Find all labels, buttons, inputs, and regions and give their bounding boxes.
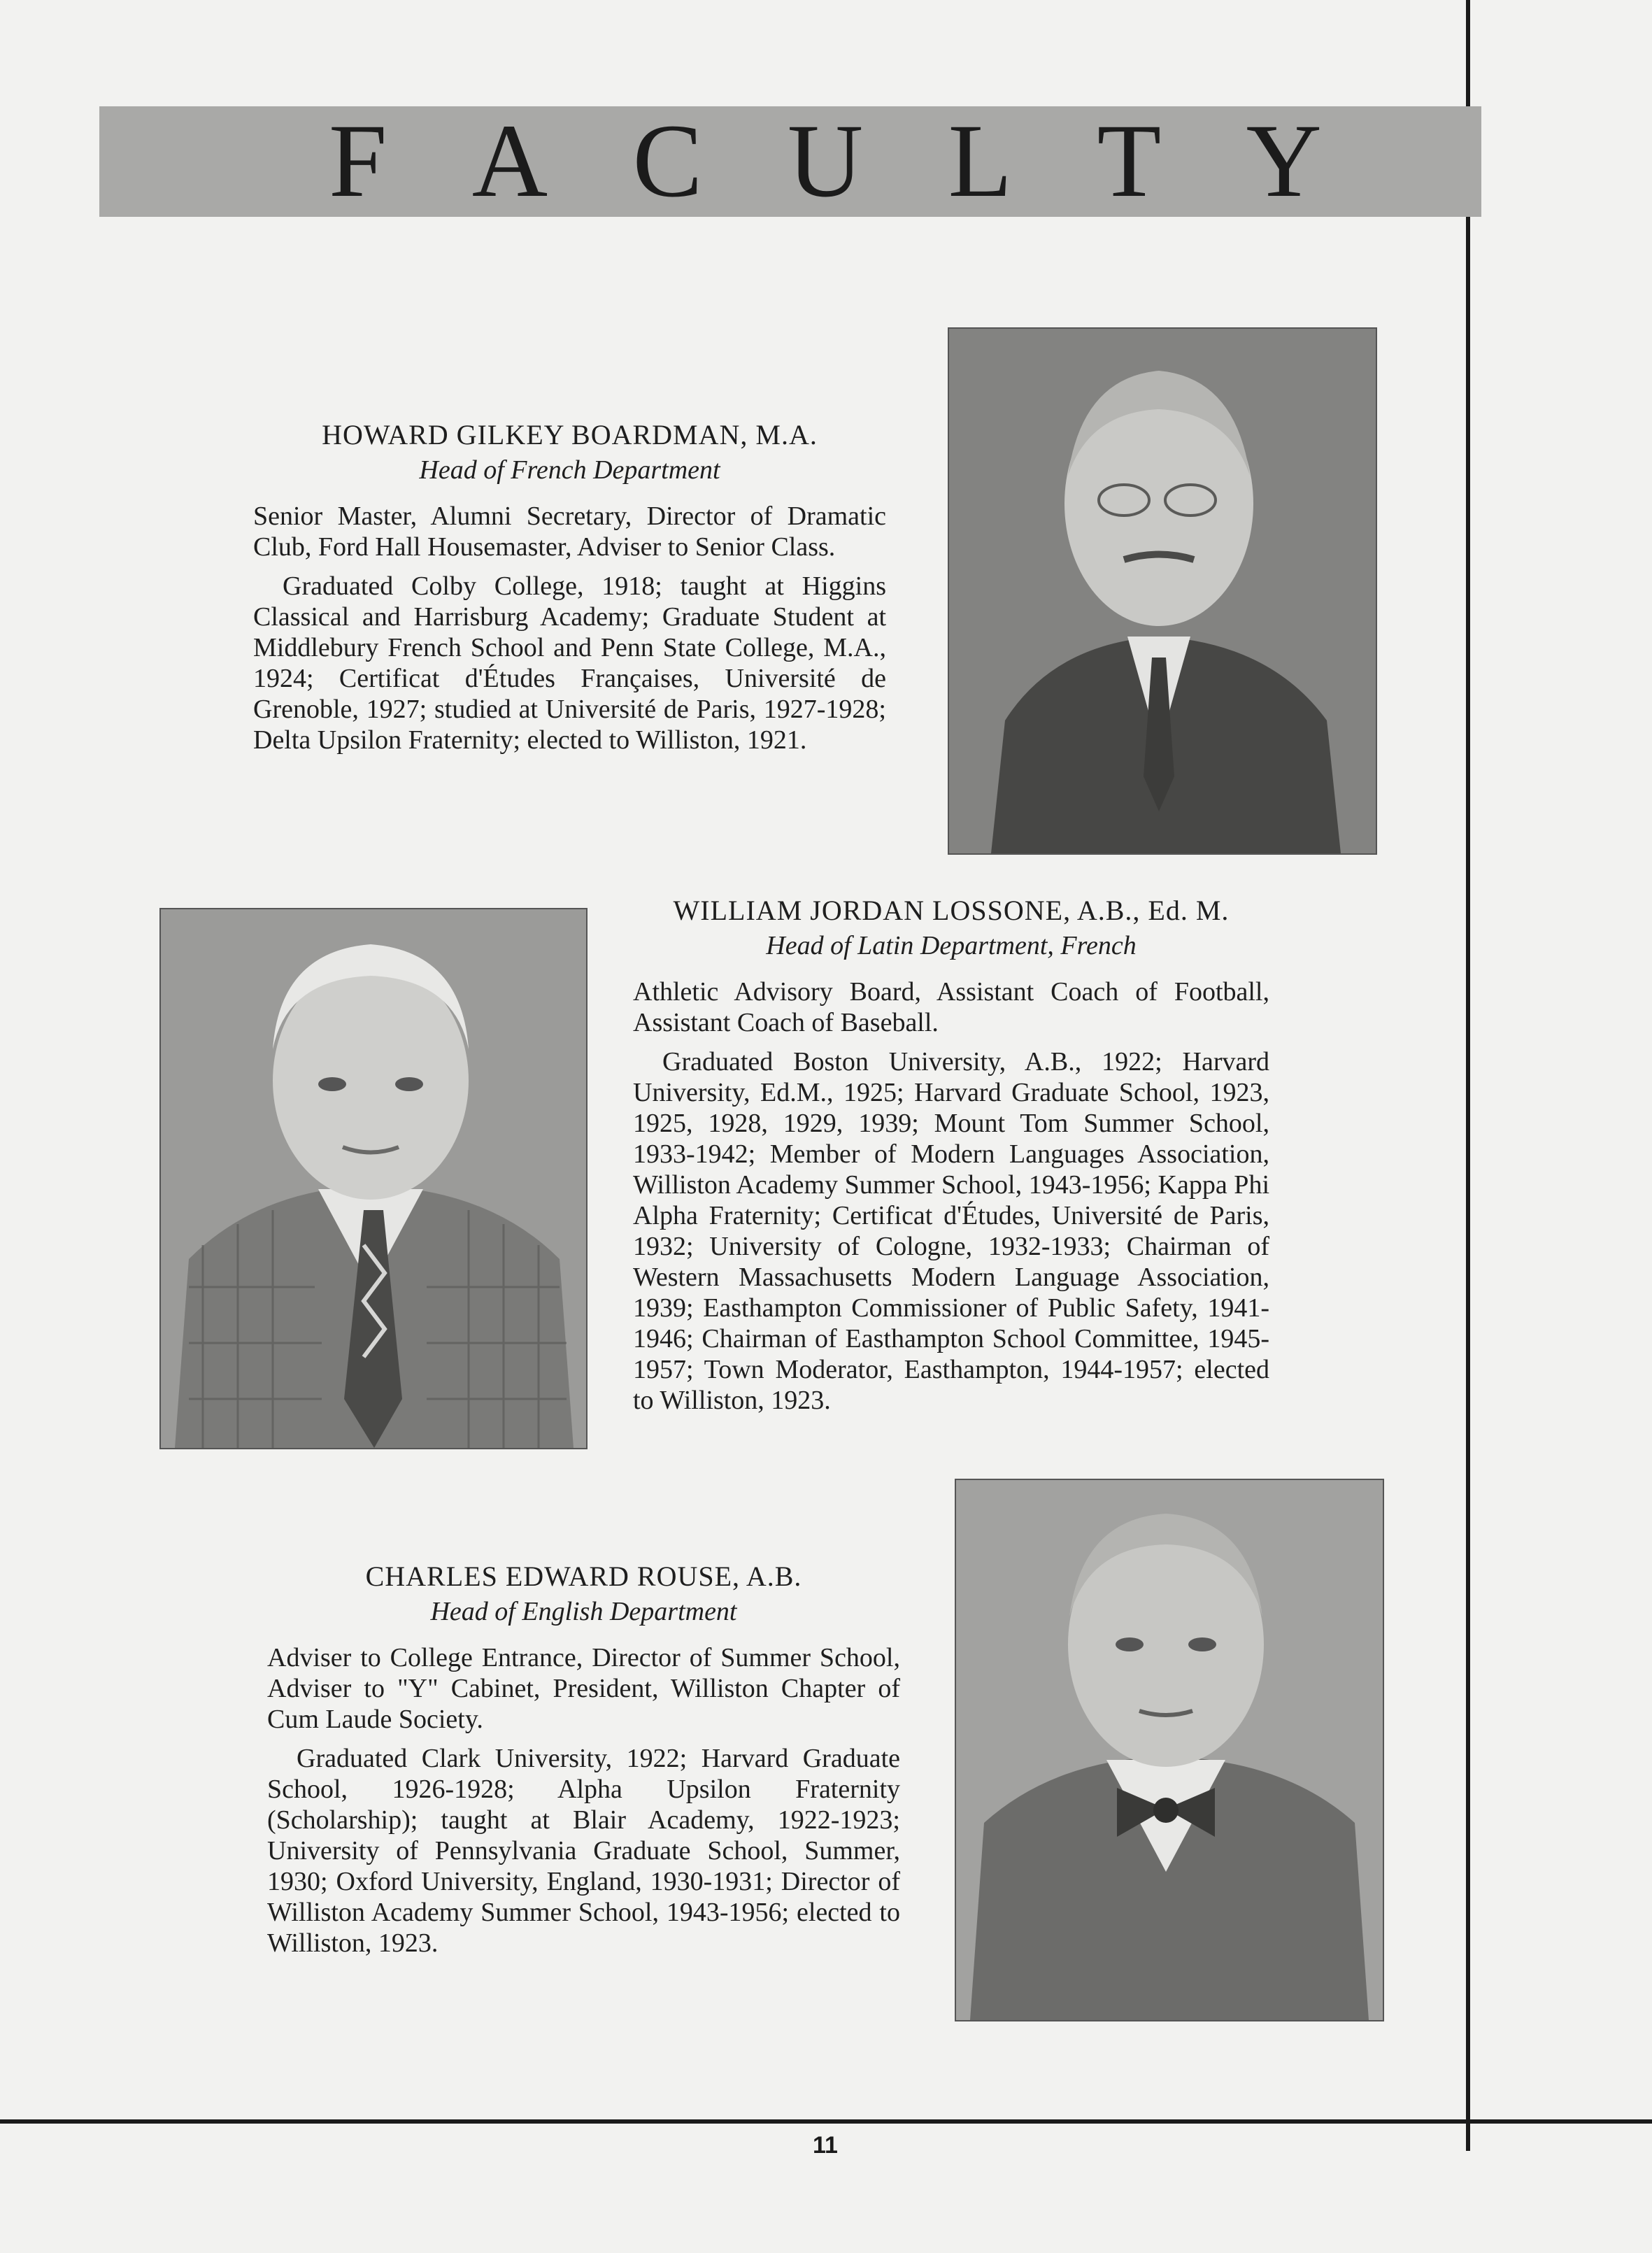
page-number: 11 xyxy=(813,2132,838,2159)
title-letter: U xyxy=(787,103,864,219)
faculty-name: HOWARD GILKEY BOARDMAN, M.A. xyxy=(322,419,818,450)
faculty-role: Head of English Department xyxy=(430,1597,737,1626)
page-title xyxy=(329,105,1322,217)
title-letter: A xyxy=(471,103,548,219)
portrait-photo-lossone xyxy=(159,908,588,1449)
portrait-image xyxy=(956,1480,1383,2020)
title-letter: C xyxy=(632,103,703,219)
faculty-bio-rouse xyxy=(267,1561,900,1967)
title-letter: L xyxy=(948,103,1013,219)
faculty-history: Graduated Clark University, 1922; Harvard Graduate School, 1926-1928; Alpha Upsilon Fraternity (Scholarship); taught at Blair Academy, 1922-1923; University of Pennsylvania Graduate School, Summer, 1930; Oxford University, England, 1930-1931; Director of Williston Academy Summer School, 1943-1956; elected to Williston, 1923. xyxy=(267,1744,900,1958)
portrait-image xyxy=(949,329,1376,853)
portrait-photo-boardman xyxy=(948,327,1377,855)
faculty-history: Graduated Boston University, A.B., 1922; Harvard University, Ed.M., 1925; Harvard Graduate School, 1923, 1925, 1928, 1929, 1939; Mount Tom Summer School, 1933-1942; Member of Modern Languages Association, Williston Academy Summer School, 1943-1956; Kappa Phi Alpha Fraternity; Certificat d'Études, Université de Paris, 1932; University of Cologne, 1932-1933; Chairman of Western Massachusetts Modern Language Association, 1939; Easthampton Commissioner of Public Safety, 1941-1946; Chairman of Easthampton School Committee, 1945-1957; Town Moderator, Easthampton, 1944-1957; elected to Williston, 1923. xyxy=(633,1047,1269,1415)
title-letter: Y xyxy=(1246,103,1322,219)
faculty-duties: Athletic Advisory Board, Assistant Coach of Football, Assistant Coach of Baseball. xyxy=(633,977,1269,1037)
faculty-history: Graduated Colby College, 1918; taught at Higgins Classical and Harrisburg Academy; Graduate Student at Middlebury French School and Penn State College, M.A., 1924; Certificat d'Études Françaises, Université de Grenoble, 1927; studied at Université de Paris, 1927-1928; Delta Upsilon Fraternity; elected to Williston, 1921. xyxy=(253,571,886,755)
faculty-role: Head of Latin Department, French xyxy=(766,931,1137,960)
faculty-duties: Senior Master, Alumni Secretary, Director of Dramatic Club, Ford Hall Housemaster, Adviser to Senior Class. xyxy=(253,502,886,562)
page-frame-bottom-rule xyxy=(0,2119,1652,2124)
faculty-name: WILLIAM JORDAN LOSSONE, A.B., Ed. M. xyxy=(673,895,1230,926)
faculty-role: Head of French Department xyxy=(419,455,720,485)
page-frame-right-rule xyxy=(1466,0,1470,2151)
portrait-image xyxy=(161,909,586,1448)
portrait-photo-rouse xyxy=(955,1479,1384,2021)
faculty-duties: Adviser to College Entrance, Director of Summer School, Adviser to "Y" Cabinet, President, Williston Chapter of Cum Laude Society. xyxy=(267,1643,900,1734)
faculty-bio-lossone xyxy=(633,895,1269,1424)
title-letter: T xyxy=(1097,103,1162,219)
title-letter: F xyxy=(329,103,387,219)
faculty-bio-boardman xyxy=(253,420,886,764)
faculty-name: CHARLES EDWARD ROUSE, A.B. xyxy=(365,1561,802,1592)
